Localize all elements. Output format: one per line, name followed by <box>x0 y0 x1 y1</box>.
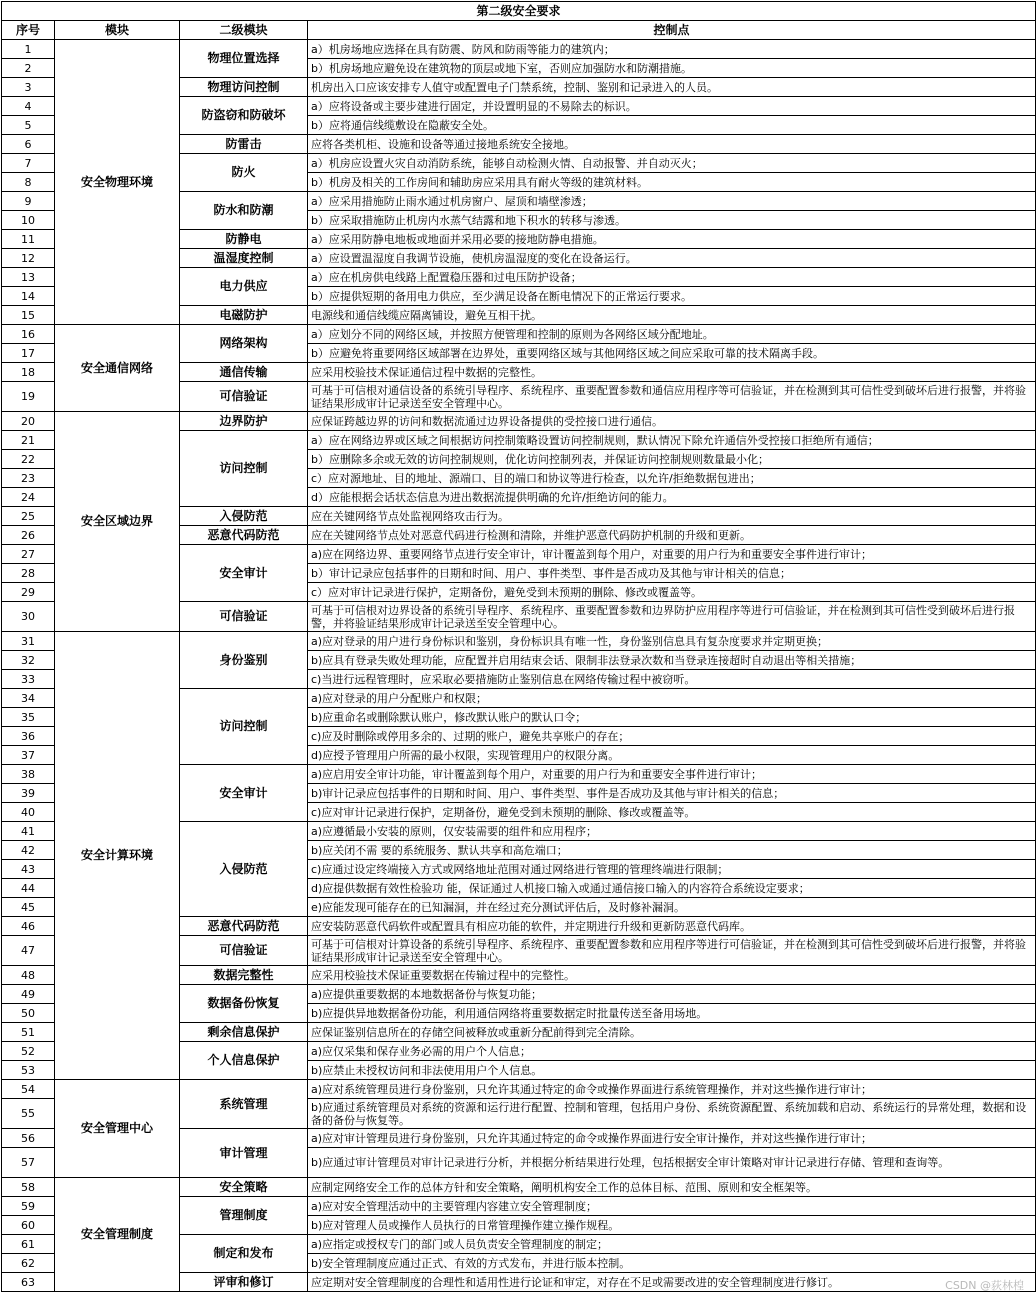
control-point: c)应通过设定终端接入方式或网络地址范围对通过网络进行管理的管理终端进行限制； <box>308 860 1036 879</box>
control-point: a)应在网络边界、重要网络节点进行安全审计，审计覆盖到每个用户，对重要的用户行为和重要安全事件进行审计； <box>308 545 1036 564</box>
row-number: 61 <box>2 1235 55 1254</box>
submodule-cell: 可信验证 <box>180 602 308 632</box>
submodule-cell: 防盗窃和防破坏 <box>180 97 308 135</box>
control-point: c）应对审计记录进行保护，定期备份，避免受到未预期的删除、修改或覆盖等。 <box>308 583 1036 602</box>
row-number: 20 <box>2 412 55 431</box>
control-point: 应安装防恶意代码软件或配置具有相应功能的软件，并定期进行升级和更新防恶意代码库。 <box>308 917 1036 936</box>
control-point: a)应对登录的用户进行身份标识和鉴别，身份标识具有唯一性，身份鉴别信息具有复杂度要求并定期更换； <box>308 632 1036 651</box>
row-number: 43 <box>2 860 55 879</box>
table-row <box>2 1178 1036 1197</box>
submodule-cell: 身份鉴别 <box>180 632 308 689</box>
control-point: b）审计记录应包括事件的日期和时间、用户、事件类型、事件是否成功及其他与审计相关的信息； <box>308 564 1036 583</box>
row-number: 56 <box>2 1129 55 1148</box>
row-number: 55 <box>2 1099 55 1129</box>
submodule-cell: 边界防护 <box>180 412 308 431</box>
row-number: 10 <box>2 211 55 230</box>
control-point: d)应提供数据有效性检验功 能，保证通过人机接口输入或通过通信接口输入的内容符合系统设定要求； <box>308 879 1036 898</box>
row-number: 2 <box>2 59 55 78</box>
control-point: b)应禁止未授权访问和非法使用用户个人信息。 <box>308 1061 1036 1080</box>
control-point: 应保证跨越边界的访问和数据流通过边界设备提供的受控接口进行通信。 <box>308 412 1036 431</box>
submodule-cell: 恶意代码防范 <box>180 917 308 936</box>
control-point: c）应对源地址、目的地址、源端口、目的端口和协议等进行检查，以允许/拒绝数据包进出； <box>308 469 1036 488</box>
control-point: 电源线和通信线缆应隔离铺设，避免互相干扰。 <box>308 306 1036 325</box>
row-number: 19 <box>2 382 55 412</box>
module-cell: 安全通信网络 <box>55 325 180 412</box>
submodule-cell: 安全审计 <box>180 545 308 602</box>
control-point: d）应能根据会话状态信息为进出数据流提供明确的允许/拒绝访问的能力。 <box>308 488 1036 507</box>
header-control: 控制点 <box>308 21 1036 40</box>
control-point: b）机房场地应避免设在建筑物的顶层或地下室，否则应加强防水和防潮措施。 <box>308 59 1036 78</box>
submodule-cell: 防静电 <box>180 230 308 249</box>
row-number: 62 <box>2 1254 55 1273</box>
row-number: 60 <box>2 1216 55 1235</box>
row-number: 53 <box>2 1061 55 1080</box>
table-row <box>2 1080 1036 1099</box>
row-number: 44 <box>2 879 55 898</box>
row-number: 15 <box>2 306 55 325</box>
submodule-cell: 数据备份恢复 <box>180 985 308 1023</box>
row-number: 63 <box>2 1273 55 1292</box>
submodule-cell: 安全策略 <box>180 1178 308 1197</box>
control-point: a）应在网络边界或区域之间根据访问控制策略设置访问控制规则，默认情况下除允许通信外受控接口拒绝所有通信； <box>308 431 1036 450</box>
row-number: 26 <box>2 526 55 545</box>
row-number: 45 <box>2 898 55 917</box>
row-number: 46 <box>2 917 55 936</box>
control-point: a）机房应设置火灾自动消防系统，能够自动检测火情、自动报警、并自动灭火； <box>308 154 1036 173</box>
control-point: a)应仅采集和保存业务必需的用户个人信息； <box>308 1042 1036 1061</box>
module-cell: 安全区域边界 <box>55 412 180 632</box>
security-requirements-table <box>1 1 1036 1292</box>
submodule-cell: 访问控制 <box>180 689 308 765</box>
control-point: a）应采用措施防止雨水通过机房窗户、屋顶和墙壁渗透； <box>308 192 1036 211</box>
submodule-cell: 可信验证 <box>180 382 308 412</box>
row-number: 9 <box>2 192 55 211</box>
row-number: 7 <box>2 154 55 173</box>
row-number: 36 <box>2 727 55 746</box>
table-row <box>2 325 1036 344</box>
control-point: b）机房及相关的工作房间和辅助房应采用具有耐火等级的建筑材料。 <box>308 173 1036 192</box>
control-point: 可基于可信根对边界设备的系统引导程序、系统程序、重要配置参数和边界防护应用程序等进行可信验证，并在检测到其可信性受到破坏后进行报警，并将验证结果形成审计记录送至安全管理中心。 <box>308 602 1036 632</box>
watermark: CSDN @荻林楻 <box>945 1279 1024 1292</box>
row-number: 23 <box>2 469 55 488</box>
row-number: 29 <box>2 583 55 602</box>
control-point: b)应具有登录失败处理功能，应配置并启用结束会话、限制非法登录次数和当登录连接超时自动退出等相关措施； <box>308 651 1036 670</box>
row-number: 3 <box>2 78 55 97</box>
control-point: b)应关闭不需 要的系统服务、默认共享和高危端口； <box>308 841 1036 860</box>
control-point: 机房出入口应该安排专人值守或配置电子门禁系统，控制、鉴别和记录进入的人员。 <box>308 78 1036 97</box>
submodule-cell: 防雷击 <box>180 135 308 154</box>
row-number: 21 <box>2 431 55 450</box>
row-number: 8 <box>2 173 55 192</box>
submodule-cell: 防火 <box>180 154 308 192</box>
row-number: 27 <box>2 545 55 564</box>
submodule-cell: 电磁防护 <box>180 306 308 325</box>
row-number: 1 <box>2 40 55 59</box>
control-point: a）应采用防静电地板或地面并采用必要的接地防静电措施。 <box>308 230 1036 249</box>
submodule-cell: 可信验证 <box>180 936 308 966</box>
control-point: b)应重命名或删除默认账户，修改默认账户的默认口令； <box>308 708 1036 727</box>
control-point: a）应将设备或主要步建进行固定，并设置明显的不易除去的标识。 <box>308 97 1036 116</box>
control-point: a)应对登录的用户分配账户和权限； <box>308 689 1036 708</box>
control-point: 应采用校验技术保证通信过程中数据的完整性。 <box>308 363 1036 382</box>
control-point: 可基于可信根对通信设备的系统引导程序、系统程序、重要配置参数和通信应用程序等可信验证，并在检测到其可信性受到破坏后进行报警，并将验证结果形成审计记录送至安全管理中心。 <box>308 382 1036 412</box>
row-number: 22 <box>2 450 55 469</box>
row-number: 42 <box>2 841 55 860</box>
submodule-cell: 入侵防范 <box>180 822 308 917</box>
control-point: a)应提供重要数据的本地数据备份与恢复功能； <box>308 985 1036 1004</box>
row-number: 49 <box>2 985 55 1004</box>
row-number: 52 <box>2 1042 55 1061</box>
control-point: a）机房场地应选择在具有防震、防风和防雨等能力的建筑内； <box>308 40 1036 59</box>
row-number: 31 <box>2 632 55 651</box>
row-number: 11 <box>2 230 55 249</box>
control-point: 应在关键网络节点处对恶意代码进行检测和清除，并维护恶意代码防护机制的升级和更新。 <box>308 526 1036 545</box>
control-point: c)应及时删除或停用多余的、过期的账户，避免共享账户的存在； <box>308 727 1036 746</box>
row-number: 13 <box>2 268 55 287</box>
submodule-cell: 通信传输 <box>180 363 308 382</box>
submodule-cell: 物理位置选择 <box>180 40 308 78</box>
row-number: 5 <box>2 116 55 135</box>
row-number: 59 <box>2 1197 55 1216</box>
row-number: 40 <box>2 803 55 822</box>
control-point: b）应采取措施防止机房内水蒸气结露和地下积水的转移与渗透。 <box>308 211 1036 230</box>
control-point: b)审计记录应包括事件的日期和时间、用户、事件类型、事件是否成功及其他与审计相关的信息； <box>308 784 1036 803</box>
row-number: 24 <box>2 488 55 507</box>
control-point: a)应对安全管理活动中的主要管理内容建立安全管理制度； <box>308 1197 1036 1216</box>
table-title: 第二级安全要求 <box>2 2 1036 21</box>
submodule-cell: 制定和发布 <box>180 1235 308 1273</box>
row-number: 30 <box>2 602 55 632</box>
module-cell: 安全管理制度 <box>55 1178 180 1292</box>
row-number: 33 <box>2 670 55 689</box>
control-point: b)应通过系统管理员对系统的资源和运行进行配置、控制和管理，包括用户身份、系统资源配置、系统加载和启动、系统运行的异常处理，数据和设备的备份与恢复等。 <box>308 1099 1036 1129</box>
row-number: 6 <box>2 135 55 154</box>
row-number: 16 <box>2 325 55 344</box>
submodule-cell: 评审和修订 <box>180 1273 308 1292</box>
control-point: b）应提供短期的备用电力供应，至少满足设备在断电情况下的正常运行要求。 <box>308 287 1036 306</box>
row-number: 18 <box>2 363 55 382</box>
submodule-cell: 剩余信息保护 <box>180 1023 308 1042</box>
submodule-cell: 电力供应 <box>180 268 308 306</box>
table-row <box>2 632 1036 651</box>
control-point: a）应在机房供电线路上配置稳压器和过电压防护设备； <box>308 268 1036 287</box>
table-row <box>2 40 1036 59</box>
module-cell: 安全物理环境 <box>55 40 180 325</box>
control-point: e)应能发现可能存在的已知漏洞，并在经过充分测试评估后，及时修补漏洞。 <box>308 898 1036 917</box>
submodule-cell: 安全审计 <box>180 765 308 822</box>
title-row <box>2 2 1036 21</box>
row-number: 38 <box>2 765 55 784</box>
control-point: 应将各类机柜、设施和设备等通过接地系统安全接地。 <box>308 135 1036 154</box>
control-point: d)应授予管理用户所需的最小权限，实现管理用户的权限分离。 <box>308 746 1036 765</box>
control-point: b)安全管理制度应通过正式、有效的方式发布，并进行版本控制。 <box>308 1254 1036 1273</box>
submodule-cell: 管理制度 <box>180 1197 308 1235</box>
control-point: 应定期对安全管理制度的合理性和适用性进行论证和审定，对存在不足或需要改进的安全管理制度进行修订。 <box>308 1273 1036 1292</box>
control-point: b)应对管理人员或操作人员执行的日常管理操作建立操作规程。 <box>308 1216 1036 1235</box>
header-submodule: 二级模块 <box>180 21 308 40</box>
row-number: 12 <box>2 249 55 268</box>
control-point: 应保证鉴别信息所在的存储空间被释放或重新分配前得到完全清除。 <box>308 1023 1036 1042</box>
row-number: 51 <box>2 1023 55 1042</box>
submodule-cell: 网络架构 <box>180 325 308 363</box>
row-number: 54 <box>2 1080 55 1099</box>
row-number: 58 <box>2 1178 55 1197</box>
table-body <box>2 40 1036 1292</box>
submodule-cell: 物理访问控制 <box>180 78 308 97</box>
row-number: 50 <box>2 1004 55 1023</box>
control-point: b）应避免将重要网络区域部署在边界处，重要网络区域与其他网络区域之间应采取可靠的技术隔离手段。 <box>308 344 1036 363</box>
row-number: 4 <box>2 97 55 116</box>
submodule-cell: 审计管理 <box>180 1129 308 1178</box>
control-point: 可基于可信根对计算设备的系统引导程序、系统程序、重要配置参数和应用程序等进行可信验证，并在检测到其可信性受到破坏后进行报警，并将验证结果形成审计记录送至安全管理中心。 <box>308 936 1036 966</box>
control-point: a）应设置温湿度自我调节设施，使机房温湿度的变化在设备运行。 <box>308 249 1036 268</box>
row-number: 37 <box>2 746 55 765</box>
submodule-cell: 访问控制 <box>180 431 308 507</box>
control-point: a）应划分不同的网络区域，并按照方便管理和控制的原则为各网络区域分配地址。 <box>308 325 1036 344</box>
submodule-cell: 温湿度控制 <box>180 249 308 268</box>
control-point: 应采用校验技术保证重要数据在传输过程中的完整性。 <box>308 966 1036 985</box>
control-point: a)应对审计管理员进行身份鉴别，只允许其通过特定的命令或操作界面进行安全审计操作，并对这些操作进行审计； <box>308 1129 1036 1148</box>
submodule-cell: 个人信息保护 <box>180 1042 308 1080</box>
row-number: 57 <box>2 1148 55 1178</box>
row-number: 28 <box>2 564 55 583</box>
row-number: 35 <box>2 708 55 727</box>
control-point: 应在关键网络节点处监视网络攻击行为。 <box>308 507 1036 526</box>
table-row <box>2 412 1036 431</box>
row-number: 39 <box>2 784 55 803</box>
control-point: a)应指定或授权专门的部门或人员负责安全管理制度的制定； <box>308 1235 1036 1254</box>
control-point: b)应通过审计管理员对审计记录进行分析，并根据分析结果进行处理，包括根据安全审计策略对审计记录进行存储、管理和查询等。 <box>308 1148 1036 1178</box>
row-number: 14 <box>2 287 55 306</box>
row-number: 25 <box>2 507 55 526</box>
control-point: a)应遵循最小安装的原则，仅安装需要的组件和应用程序； <box>308 822 1036 841</box>
control-point: c)应对审计记录进行保护，定期备份，避免受到未预期的删除、修改或覆盖等。 <box>308 803 1036 822</box>
row-number: 34 <box>2 689 55 708</box>
control-point: 应制定网络安全工作的总体方针和安全策略，阐明机构安全工作的总体目标、范围、原则和安全框架等。 <box>308 1178 1036 1197</box>
header-num: 序号 <box>2 21 55 40</box>
header-module: 模块 <box>55 21 180 40</box>
submodule-cell: 系统管理 <box>180 1080 308 1129</box>
control-point: a)应启用安全审计功能，审计覆盖到每个用户，对重要的用户行为和重要安全事件进行审计； <box>308 765 1036 784</box>
submodule-cell: 防水和防潮 <box>180 192 308 230</box>
row-number: 17 <box>2 344 55 363</box>
control-point: a)应对系统管理员进行身份鉴别，只允许其通过特定的命令或操作界面进行系统管理操作，并对这些操作进行审计； <box>308 1080 1036 1099</box>
control-point: b）应将通信线缆敷设在隐蔽安全处。 <box>308 116 1036 135</box>
submodule-cell: 恶意代码防范 <box>180 526 308 545</box>
module-cell: 安全管理中心 <box>55 1080 180 1178</box>
control-point: c)当进行远程管理时，应采取必要措施防止鉴别信息在网络传输过程中被窃听。 <box>308 670 1036 689</box>
header-row <box>2 21 1036 40</box>
row-number: 47 <box>2 936 55 966</box>
row-number: 48 <box>2 966 55 985</box>
module-cell: 安全计算环境 <box>55 632 180 1080</box>
row-number: 41 <box>2 822 55 841</box>
control-point: b）应删除多余或无效的访问控制规则，优化访问控制列表，并保证访问控制规则数量最小化； <box>308 450 1036 469</box>
control-point: b)应提供异地数据备份功能，利用通信网络将重要数据定时批量传送至备用场地。 <box>308 1004 1036 1023</box>
row-number: 32 <box>2 651 55 670</box>
submodule-cell: 入侵防范 <box>180 507 308 526</box>
submodule-cell: 数据完整性 <box>180 966 308 985</box>
